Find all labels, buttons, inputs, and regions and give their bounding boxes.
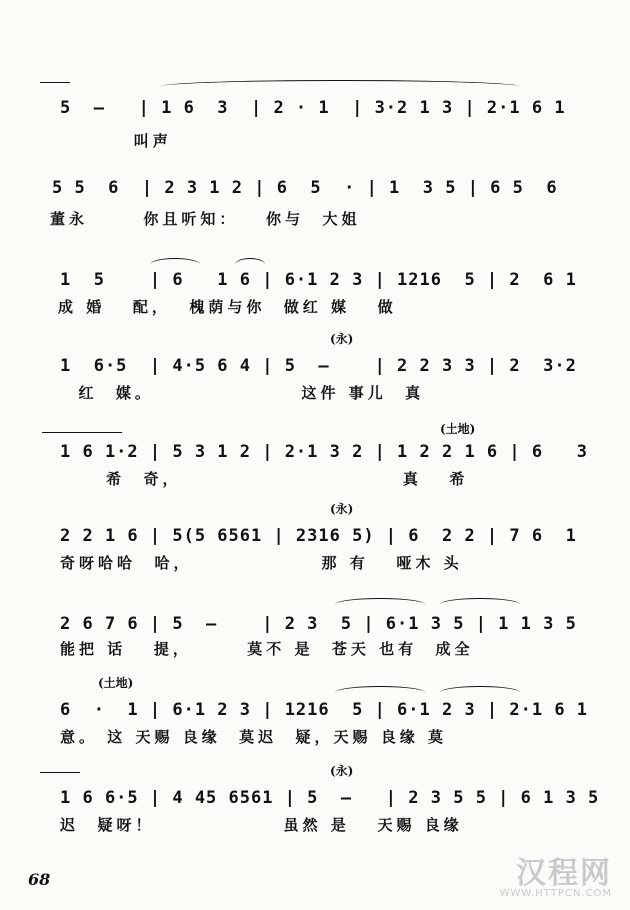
lyric-line: 希 奇， 真 希 xyxy=(60,470,469,488)
notation-line: 6 · 1 | 6·1 2 3 | 1216 5 | 6·1 2 3 | 2·1 6 1 xyxy=(60,700,589,720)
lyric-line: 迟 疑呀！ 虽然 是 天赐 良缘 xyxy=(60,816,463,834)
notation-line: 5 5 6 | 2 3 1 2 | 6 5 · | 1 3 5 | 6 5 6 xyxy=(52,178,558,198)
role-label: (永) xyxy=(330,502,354,516)
notation-line: 1 6 1·2 | 5 3 1 2 | 2·1 3 2 | 1 2 2 1 6 | 6 3 xyxy=(60,442,589,462)
notation-line: 2 6 7 6 | 5 — | 2 3 5 | 6·1 3 5 | 1 1 3 5 xyxy=(60,614,577,634)
lyric-line: 奇呀哈哈 哈， 那 有 哑木 头 xyxy=(60,554,463,572)
role-label: (永) xyxy=(330,764,354,778)
role-label: (土地) xyxy=(440,422,476,436)
site-watermark xyxy=(500,848,612,899)
role-label: (永) xyxy=(330,332,354,346)
lyric-line: 能把 话 提， 莫不 是 苍天 也有 成全 xyxy=(60,640,474,658)
notation-line: 2 2 1 6 | 5(5 6561 | 2316 5) | 6 2 2 | 7 6 1 xyxy=(60,526,577,546)
notation-line: 1 6 6·5 | 4 45 6561 | 5 — | 2 3 5 5 | 6 1 3 5 xyxy=(60,788,600,808)
lyric-line: 红 媒。 这件 事儿 真 xyxy=(60,384,425,402)
lyric-line: 叫声 xyxy=(60,132,172,150)
watermark-url: WWW.HTTPCN.COM xyxy=(499,888,612,899)
role-label: (土地) xyxy=(98,676,134,690)
lyric-line: 意。 这 天赐 良缘 莫迟 疑，天赐 良缘 莫 xyxy=(60,728,448,746)
notation-line: 1 6·5 | 4·5 6 4 | 5 — | 2 2 3 3 | 2 3·2 xyxy=(60,356,577,376)
watermark-logo: 汉程网 xyxy=(516,856,612,891)
lyric-line: 成 婚 配， 槐荫与你 做红 媒 做 xyxy=(58,298,397,316)
lyric-line: 董永 你且听知： 你与 大姐 xyxy=(50,210,361,228)
notation-line: 5 — | 1 6 3 | 2 · 1 | 3·2 1 3 | 2·1 6 1 xyxy=(60,98,566,118)
page-number: 68 xyxy=(28,870,51,889)
notation-line: 1 5 | 6 1 6 | 6·1 2 3 | 1216 5 | 2 6 1 xyxy=(60,270,577,290)
